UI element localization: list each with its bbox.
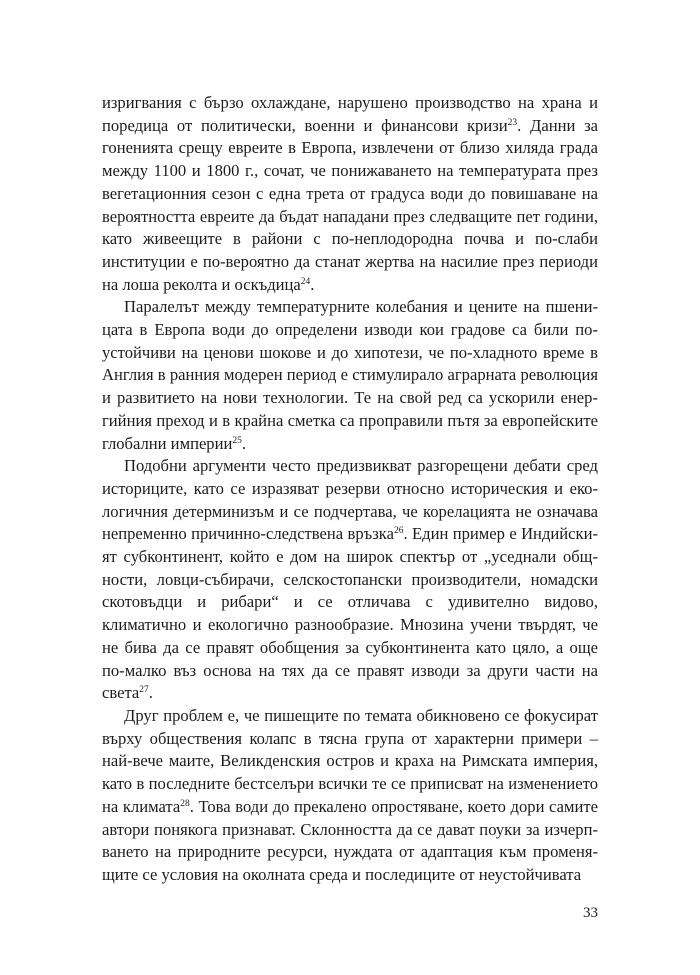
text-run: Паралелът между температурните колебания и цените на пшеницата в Европа води до определени изводи кои градове са били поустойчиви на ценови шокове и до хипотези, че по-хладното време в Англия в ранния модерен период е стимулирало аграрната революция и развитието на нови технологии. Те на свой ред са ускорили енергийния преход и в крайна сметка са проправили пътя за европейските глобални империи [102,297,598,453]
text-run: Подобни аргументи често предизвикват разгорещени дебати сред историците, като се изразяват резерви относно историческия и екологичния детерминизъм и се подчертава, че корелацията не означава непременно причинно-следствена връзка [102,456,598,544]
text-run: . Данни за гоненията срещу евреите в Европа, извлечени от близо хиляда града между 1100 и 1800 г., сочат, че понижаването на температурата през вегетационния сезон с една трета от градуса води до повишаване на вероятността евреите да бъдат нападани през следващите пет години, като живеещите в райони с по-неплодородна почва и по-слаби институции е по-вероятно да станат жертва на насилие през периоди на лоша реколта и оскъдица [102,115,598,294]
text-run: . Един пример е Индийският субконтинент, който е дом на широк спектър от „уседнали общности, ловци-събирачи, селскостопански производители, номадски скотовъдци и рибари“ и се отличава с удивително видово, климатично и екологично разнообразие. Мнозина учени твърдят, че не бива да се правят обобщения за субконтинента като цяло, а още по-малко въз основа на тях да се правят изводи за други части на света [102,524,598,703]
text-run: . Това води до прекалено опростяване, което дори самите автори понякога признават. Склонността да се дават поуки за изчерпването на природните ресурси, нуждата от адаптация към променящите се условия на околната среда и последиците от неустойчивата [102,796,598,884]
text-run: изригвания с бързо охлаждане, нарушено производство на храна и поредица от политически, военни и финансови кризи [102,93,598,135]
footnote-reference: 23 [507,117,518,128]
text-run: . [310,274,315,294]
text-run: Друг проблем е, че пишещите по темата обикновено се фокусират върху обществения колапс в тясна група от характерни примери – най-вече маите, Великденския остров и краха на Римската империя, като в последните бестселъри всички те се приписват на изменението на климата [102,705,598,816]
paragraph [102,455,598,705]
footnote-reference: 26 [393,526,404,537]
body-text [102,92,598,887]
text-run: . [241,433,247,453]
footnote-reference: 25 [232,435,242,446]
footnote-reference: 27 [139,685,149,696]
paragraph [102,92,598,296]
paragraph [102,296,598,455]
footnote-reference: 24 [300,276,311,287]
page-number: 33 [583,905,598,921]
text-run: . [148,683,153,703]
footnote-reference: 28 [180,798,190,809]
paragraph [102,705,598,887]
